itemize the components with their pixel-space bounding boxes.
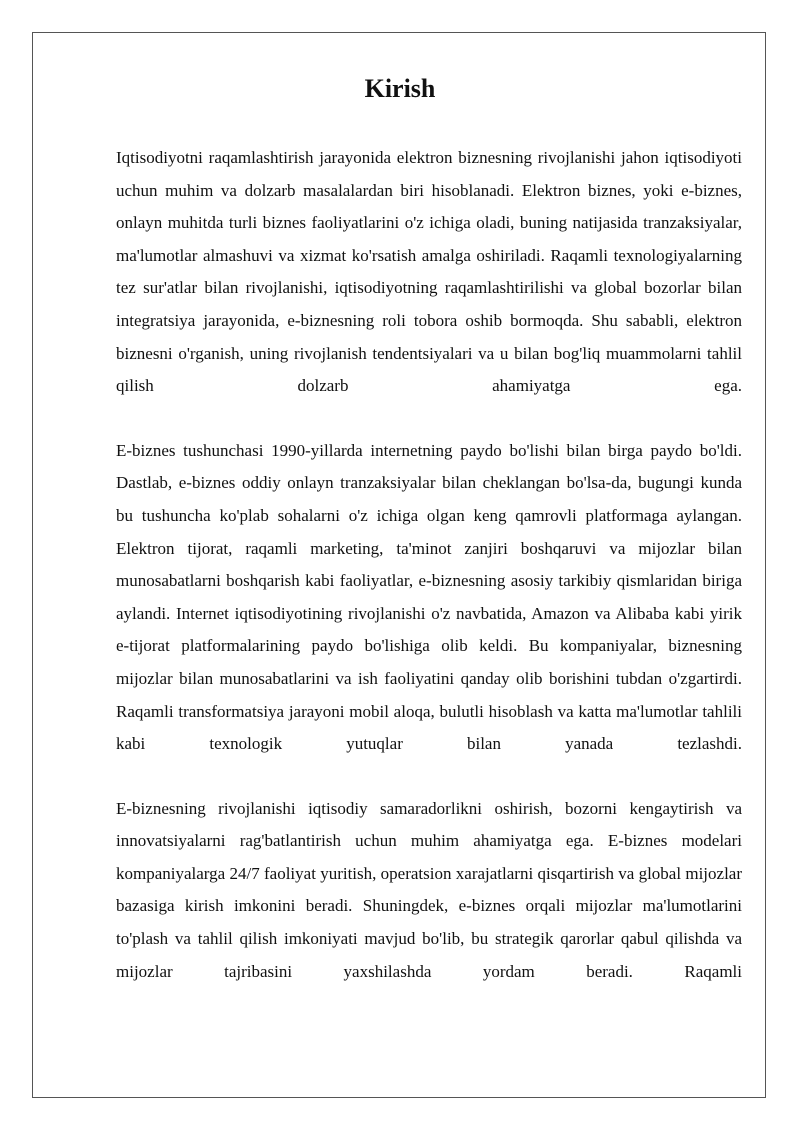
paragraph-3: E-biznesning rivojlanishi iqtisodiy samaradorlikni oshirish, bozorni kengaytirish va innovatsiyalarni rag'batlantirish uchun muhim ahamiyatga ega. E-biznes modelari kompaniyalarga 24/7 faoliyat yuritish, operatsion xarajatlarni qisqartirish va global mijozlar bazasiga kirish imkonini beradi. Shuningdek, e-biznes orqali mijozlar ma'lumotlarini to'plash va tahlil qilish imkoniyati mavjud bo'lib, bu strategik qarorlar qabul qilishda va mijozlar tajribasini yaxshilashda yordam beradi. Raqamli	[116, 798, 742, 981]
document-title: Kirish	[364, 74, 436, 103]
document-body	[116, 142, 742, 1020]
paragraph-1: Iqtisodiyotni raqamlashtirish jarayonida elektron biznesning rivojlanishi jahon iqtisodiyoti uchun muhim va dolzarb masalalardan biri hisoblanadi. Elektron biznes, yoki e-biznes, onlayn muhitda turli biznes faoliyatlarini o'z ichiga oladi, buning natijasida tranzaksiyalar, ma'lumotlar almashuvi va xizmat ko'rsatish amalga oshiriladi. Raqamli texnologiyalarning tez sur'atlar bilan rivojlanishi, iqtisodiyotning raqamlashtirilishi va global bozorlar bilan integratsiya jarayonida, e-biznesning roli tobora oshib bormoqda. Shu sababli, elektron biznesni o'rganish, uning rivojlanish tendentsiyalari va u bilan bog'liq muammolarni tahlil qilish dolzarb ahamiyatga ega.	[116, 148, 742, 396]
paragraph-2: E-biznes tushunchasi 1990-yillarda internetning paydo bo'lishi bilan birga paydo bo'ldi. Dastlab, e-biznes oddiy onlayn tranzaksiyalar bilan cheklangan bo'lsa-da, bugungi kunda bu tushuncha ko'plab sohalarni o'z ichiga olgan keng qamrovli platformaga aylangan. Elektron tijorat, raqamli marketing, ta'minot zanjiri boshqaruvi va mijozlar bilan munosabatlarni boshqarish kabi faoliyatlar, e-biznesning asosiy tarkibiy qismlaridan biriga aylandi. Internet iqtisodiyotining rivojlanishi o'z navbatida, Amazon va Alibaba kabi yirik e-tijorat platformalarining paydo bo'lishiga olib keldi. Bu kompaniyalar, biznesning mijozlar bilan munosabatlarini va ish faoliyatini qanday olib borishini tubdan o'zgartirdi. Raqamli transformatsiya jarayoni mobil aloqa, bulutli hisoblash va katta ma'lumotlar tahlili kabi texnologik yutuqlar bilan yanada tezlashdi.	[116, 440, 742, 754]
